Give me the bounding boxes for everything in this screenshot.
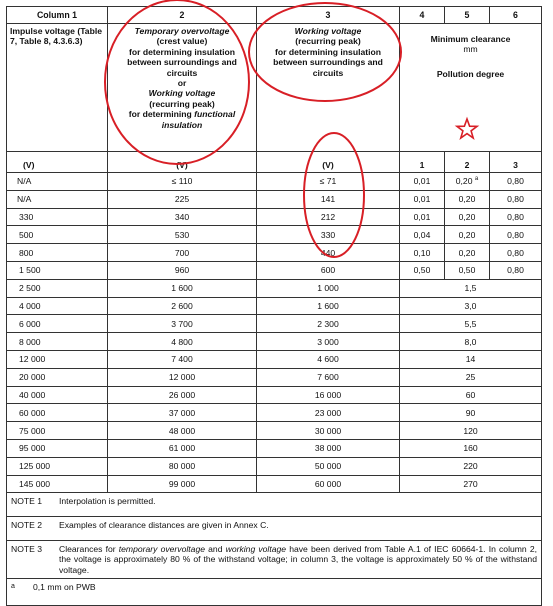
- clearance-pd1-cell: 0,01: [400, 190, 445, 208]
- working-voltage-cell: 16 000: [257, 386, 400, 404]
- min-clearance-unit: mm: [463, 44, 478, 55]
- clearance-table: [6, 6, 542, 606]
- col-5-number: 5: [445, 7, 490, 24]
- clearance-pd3-cell: 0,80: [490, 244, 542, 262]
- working-voltage-cell: 141: [257, 190, 400, 208]
- col-2-functional-b: functional: [194, 109, 236, 120]
- impulse-voltage-cell: 145 000: [7, 475, 108, 493]
- clearance-merged-cell: 120: [400, 422, 542, 440]
- note-3-part-e: have been derived from Table A.1 of IEC 60664-1. In column 2, the voltage is approximately 80 % of the withstand voltage; in column 3, the voltage is approximately 50 % of the withstand voltage.: [59, 543, 537, 575]
- table-row: [7, 475, 542, 493]
- col-1-title: Impulse voltage (Table 7, Table 8, 4.3.6.3): [10, 26, 103, 47]
- clearance-pd2-value: 0,20: [455, 176, 473, 187]
- impulse-voltage-cell: 20 000: [7, 368, 108, 386]
- table-row: [7, 208, 542, 226]
- table-row: [7, 333, 542, 351]
- table-row: [7, 173, 542, 191]
- working-voltage-cell: 1 000: [257, 279, 400, 297]
- clearance-pd2-cell: [445, 226, 490, 244]
- footnote-a-text: 0,1 mm on PWB: [33, 582, 96, 593]
- note-3: [7, 540, 542, 579]
- working-voltage-cell: 1 600: [257, 297, 400, 315]
- clearance-pd1-cell: 0,01: [400, 208, 445, 226]
- working-voltage-cell: 330: [257, 226, 400, 244]
- impulse-voltage-cell: 95 000: [7, 439, 108, 457]
- table-row: [7, 457, 542, 475]
- impulse-voltage-cell: N/A: [7, 173, 108, 191]
- clearance-table-page: [6, 6, 541, 606]
- table-row: [7, 190, 542, 208]
- temporary-overvoltage-cell: 700: [108, 244, 257, 262]
- clearance-pd2-cell: [445, 208, 490, 226]
- notes-section: [7, 493, 542, 606]
- col-2-recurring-peak: (recurring peak): [149, 98, 215, 109]
- clearance-pd1-cell: 0,50: [400, 261, 445, 279]
- table-row: [7, 261, 542, 279]
- clearance-table-body: [7, 173, 542, 493]
- impulse-voltage-cell: 1 500: [7, 261, 108, 279]
- table-row: [7, 386, 542, 404]
- working-voltage-cell: 38 000: [257, 439, 400, 457]
- clearance-pd3-cell: 0,80: [490, 190, 542, 208]
- impulse-voltage-cell: N/A: [7, 190, 108, 208]
- impulse-voltage-cell: 330: [7, 208, 108, 226]
- temporary-overvoltage-cell: 3 700: [108, 315, 257, 333]
- table-row: [7, 226, 542, 244]
- clearance-pd2-cell: [445, 261, 490, 279]
- working-voltage-cell: 212: [257, 208, 400, 226]
- clearance-pd2-value: 0,50: [458, 265, 476, 276]
- col-2-number: 2: [108, 7, 257, 24]
- clearance-pd3-cell: 0,80: [490, 173, 542, 191]
- working-voltage-cell: ≤ 71: [257, 173, 400, 191]
- col-4-number: 4: [400, 7, 445, 24]
- note-3-label: NOTE 3: [11, 543, 43, 554]
- table-row: [7, 244, 542, 262]
- temporary-overvoltage-cell: 48 000: [108, 422, 257, 440]
- working-voltage-cell: 23 000: [257, 404, 400, 422]
- impulse-voltage-cell: 40 000: [7, 386, 108, 404]
- impulse-voltage-cell: 2 500: [7, 279, 108, 297]
- col-2-functional-a: for determining: [128, 109, 195, 120]
- clearance-merged-cell: 5,5: [400, 315, 542, 333]
- temporary-overvoltage-cell: 80 000: [108, 457, 257, 475]
- working-voltage-cell: 4 600: [257, 350, 400, 368]
- note-3-part-c: and: [205, 543, 226, 554]
- impulse-voltage-cell: 8 000: [7, 333, 108, 351]
- col-1-unit: (V): [7, 152, 108, 173]
- working-voltage-cell: 60 000: [257, 475, 400, 493]
- col-2-unit: (V): [108, 152, 257, 173]
- table-row: [7, 297, 542, 315]
- col-3-determining: for determining insulation between surroundings and circuits: [273, 46, 383, 78]
- temporary-overvoltage-cell: 2 600: [108, 297, 257, 315]
- header-row: [7, 24, 542, 152]
- clearance-merged-cell: 220: [400, 457, 542, 475]
- working-voltage-cell: 440: [257, 244, 400, 262]
- col-3-working-voltage: Working voltage: [294, 26, 362, 36]
- col-3-unit: (V): [257, 152, 400, 173]
- temporary-overvoltage-cell: ≤ 110: [108, 173, 257, 191]
- footnote-a-label: a: [11, 583, 15, 591]
- temporary-overvoltage-cell: 99 000: [108, 475, 257, 493]
- min-clearance-header: [400, 24, 542, 152]
- working-voltage-cell: 600: [257, 261, 400, 279]
- impulse-voltage-cell: 800: [7, 244, 108, 262]
- footnote-a: [7, 579, 542, 606]
- working-voltage-cell: 30 000: [257, 422, 400, 440]
- table-row: [7, 350, 542, 368]
- column-number-row: [7, 7, 542, 24]
- working-voltage-cell: 2 300: [257, 315, 400, 333]
- col-2-or: or: [177, 78, 187, 89]
- col-1-number: Column 1: [7, 7, 108, 24]
- temporary-overvoltage-cell: 12 000: [108, 368, 257, 386]
- table-row: [7, 368, 542, 386]
- clearance-merged-cell: 3,0: [400, 297, 542, 315]
- col-2-temporary-overvoltage: Temporary overvoltage: [134, 26, 230, 36]
- clearance-pd1-cell: 0,04: [400, 226, 445, 244]
- pollution-degree-2: 2: [445, 152, 490, 173]
- clearance-pd1-cell: 0,10: [400, 244, 445, 262]
- pollution-degree-3: 3: [490, 152, 542, 173]
- units-row: [7, 152, 542, 173]
- clearance-pd3-cell: 0,80: [490, 261, 542, 279]
- note-2-text: Examples of clearance distances are given in Annex C.: [59, 520, 269, 531]
- temporary-overvoltage-cell: 960: [108, 261, 257, 279]
- temporary-overvoltage-cell: 340: [108, 208, 257, 226]
- clearance-pd3-cell: 0,80: [490, 226, 542, 244]
- note-1: [7, 493, 542, 517]
- col-3-recurring-peak: (recurring peak): [295, 36, 361, 47]
- clearance-pd2-cell: [445, 173, 490, 191]
- note-3-part-d: working voltage: [225, 543, 287, 554]
- impulse-voltage-cell: 60 000: [7, 404, 108, 422]
- col-2-crest-value: (crest value): [156, 36, 208, 47]
- note-1-label: NOTE 1: [11, 496, 43, 507]
- clearance-merged-cell: 90: [400, 404, 542, 422]
- clearance-pd3-cell: 0,80: [490, 208, 542, 226]
- table-row: [7, 422, 542, 440]
- table-row: [7, 315, 542, 333]
- col-2-functional-c: insulation: [161, 119, 203, 130]
- clearance-pd1-cell: 0,01: [400, 173, 445, 191]
- note-3-part-b: temporary overvoltage: [118, 543, 206, 554]
- impulse-voltage-cell: 500: [7, 226, 108, 244]
- impulse-voltage-cell: 12 000: [7, 350, 108, 368]
- pollution-degree-1: 1: [400, 152, 445, 173]
- table-row: [7, 404, 542, 422]
- note-3-part-a: Clearances for: [59, 543, 119, 554]
- clearance-pd2-value: 0,20: [458, 211, 476, 222]
- impulse-voltage-cell: 125 000: [7, 457, 108, 475]
- temporary-overvoltage-cell: 26 000: [108, 386, 257, 404]
- impulse-voltage-cell: 6 000: [7, 315, 108, 333]
- working-voltage-cell: 7 600: [257, 368, 400, 386]
- pollution-degree-label: Pollution degree: [436, 68, 505, 79]
- col-1-header: [7, 24, 108, 152]
- temporary-overvoltage-cell: 61 000: [108, 439, 257, 457]
- clearance-pd2-cell: [445, 190, 490, 208]
- temporary-overvoltage-cell: 225: [108, 190, 257, 208]
- note-3-text: [59, 544, 537, 576]
- temporary-overvoltage-cell: 530: [108, 226, 257, 244]
- clearance-merged-cell: 25: [400, 368, 542, 386]
- clearance-pd2-value: 0,20: [458, 229, 476, 240]
- note-2: [7, 517, 542, 541]
- clearance-merged-cell: 60: [400, 386, 542, 404]
- col-6-number: 6: [490, 7, 542, 24]
- temporary-overvoltage-cell: 7 400: [108, 350, 257, 368]
- clearance-merged-cell: 160: [400, 439, 542, 457]
- col-2-determining: for determining insulation between surroundings and circuits: [127, 46, 237, 78]
- working-voltage-cell: 3 000: [257, 333, 400, 351]
- note-2-label: NOTE 2: [11, 520, 43, 531]
- col-3-number: 3: [257, 7, 400, 24]
- impulse-voltage-cell: 75 000: [7, 422, 108, 440]
- clearance-merged-cell: 1,5: [400, 279, 542, 297]
- table-row: [7, 439, 542, 457]
- col-2-working-voltage: Working voltage: [148, 88, 216, 99]
- clearance-pd2-value: 0,20: [458, 247, 476, 258]
- note-1-text: Interpolation is permitted.: [59, 496, 156, 507]
- working-voltage-cell: 50 000: [257, 457, 400, 475]
- clearance-pd2-value: 0,20: [458, 194, 476, 205]
- footnote-a-marker: a: [474, 176, 479, 183]
- temporary-overvoltage-cell: 1 600: [108, 279, 257, 297]
- clearance-pd2-cell: [445, 244, 490, 262]
- col-3-header: [257, 24, 400, 152]
- min-clearance-title: Minimum clearance: [430, 34, 511, 44]
- impulse-voltage-cell: 4 000: [7, 297, 108, 315]
- col-2-header: [108, 24, 257, 152]
- temporary-overvoltage-cell: 37 000: [108, 404, 257, 422]
- temporary-overvoltage-cell: 4 800: [108, 333, 257, 351]
- clearance-merged-cell: 14: [400, 350, 542, 368]
- table-row: [7, 279, 542, 297]
- clearance-merged-cell: 270: [400, 475, 542, 493]
- clearance-merged-cell: 8,0: [400, 333, 542, 351]
